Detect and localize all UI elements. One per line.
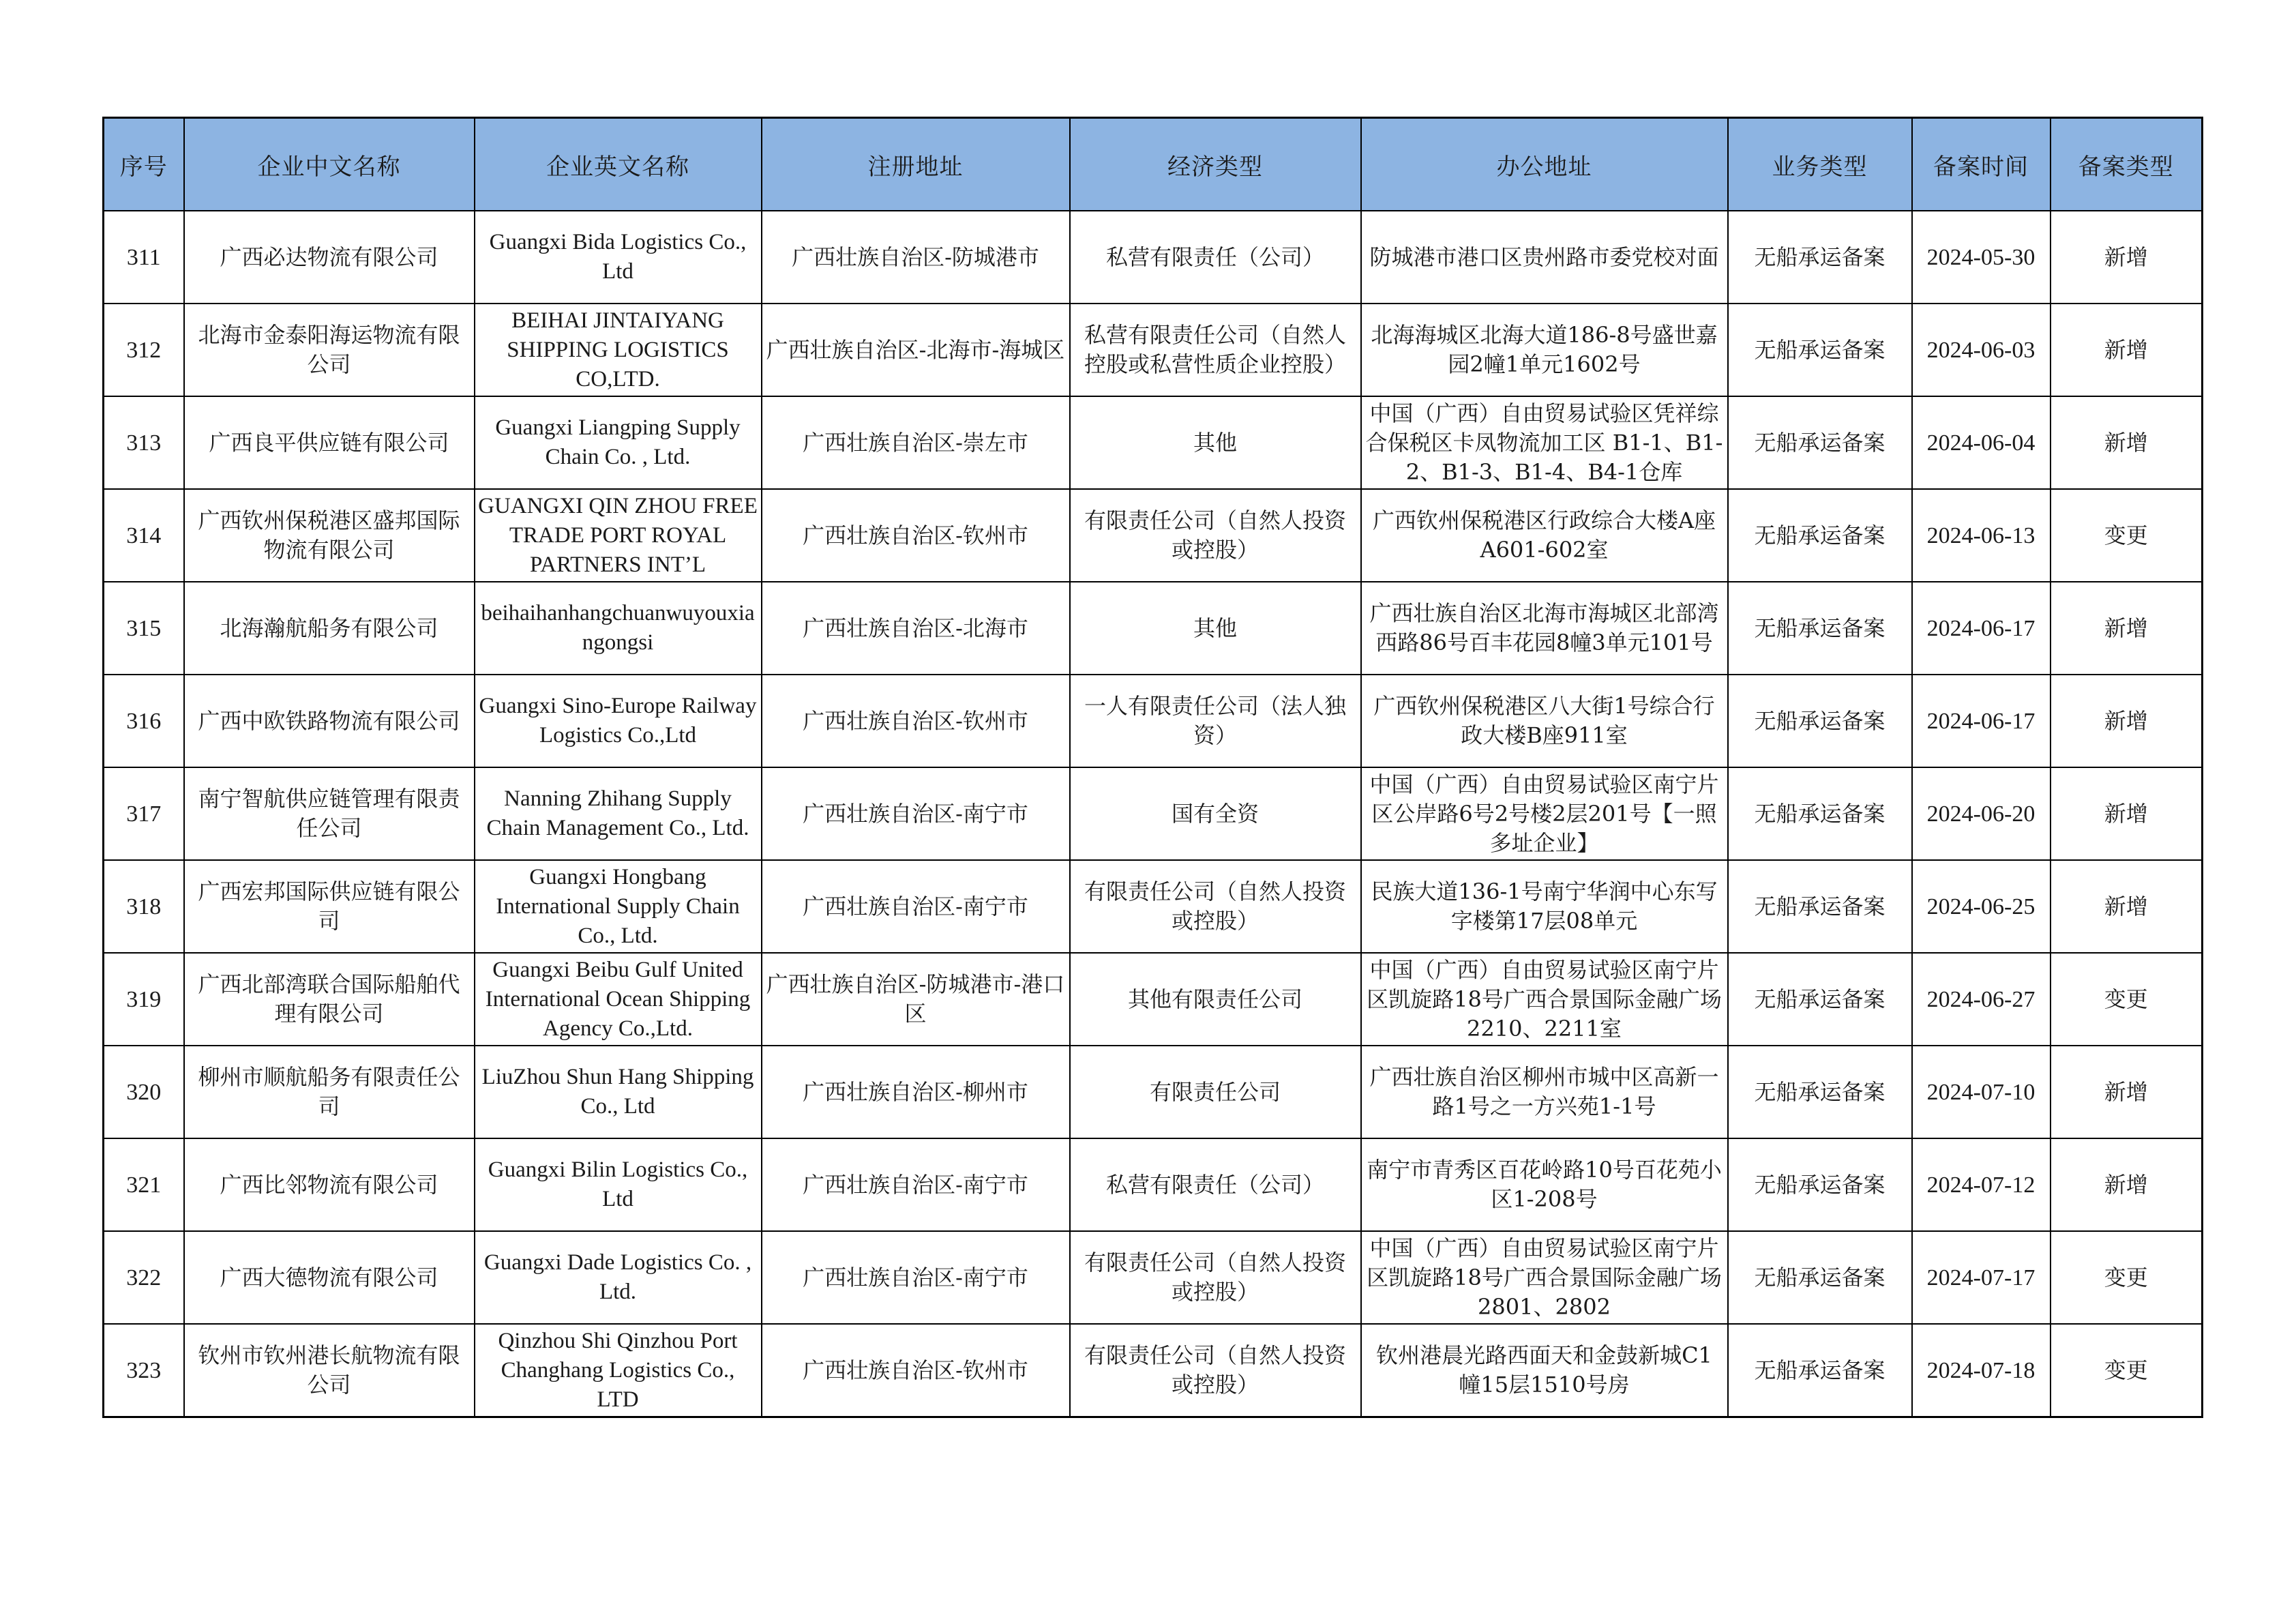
table-row [104,1138,2203,1231]
cell-econ-type: 其他 [1070,396,1361,489]
cell-office-addr: 中国（广西）自由贸易试验区南宁片区凯旋路18号广西合景国际金融广场2801、2802 [1361,1231,1728,1324]
table-row [104,675,2203,767]
cell-record-type: 变更 [2051,1324,2203,1417]
header-date: 备案时间 [1912,118,2051,211]
cell-cn-name: 广西大德物流有限公司 [184,1231,475,1324]
table-row [104,1231,2203,1324]
cell-biz-type: 无船承运备案 [1728,582,1912,675]
cell-biz-type: 无船承运备案 [1728,953,1912,1046]
cell-record-type: 新增 [2051,675,2203,767]
cell-date: 2024-07-17 [1912,1231,2051,1324]
cell-cn-name: 广西良平供应链有限公司 [184,396,475,489]
cell-en-name: Guangxi Hongbang International Supply Chain Co., Ltd. [475,860,762,953]
cell-date: 2024-06-25 [1912,860,2051,953]
cell-record-type: 新增 [2051,767,2203,860]
cell-biz-type: 无船承运备案 [1728,1138,1912,1231]
header-biz-type: 业务类型 [1728,118,1912,211]
cell-cn-name: 广西中欧铁路物流有限公司 [184,675,475,767]
cell-reg-addr: 广西壮族自治区-北海市-海城区 [762,304,1070,396]
cell-biz-type: 无船承运备案 [1728,304,1912,396]
cell-office-addr: 广西钦州保税港区行政综合大楼A座A601-602室 [1361,489,1728,582]
cell-date: 2024-07-18 [1912,1324,2051,1417]
cell-cn-name: 广西必达物流有限公司 [184,211,475,304]
cell-date: 2024-06-03 [1912,304,2051,396]
cell-en-name: Qinzhou Shi Qinzhou Port Changhang Logistics Co., LTD [475,1324,762,1417]
cell-biz-type: 无船承运备案 [1728,767,1912,860]
cell-cn-name: 广西比邻物流有限公司 [184,1138,475,1231]
cell-record-type: 新增 [2051,304,2203,396]
cell-no: 313 [104,396,184,489]
cell-reg-addr: 广西壮族自治区-南宁市 [762,767,1070,860]
cell-econ-type: 其他有限责任公司 [1070,953,1361,1046]
cell-record-type: 新增 [2051,582,2203,675]
cell-office-addr: 民族大道136-1号南宁华润中心东写字楼第17层08单元 [1361,860,1728,953]
cell-record-type: 新增 [2051,860,2203,953]
header-no: 序号 [104,118,184,211]
cell-cn-name: 北海瀚航船务有限公司 [184,582,475,675]
cell-date: 2024-06-13 [1912,489,2051,582]
cell-office-addr: 钦州港晨光路西面天和金鼓新城C1幢15层1510号房 [1361,1324,1728,1417]
cell-no: 322 [104,1231,184,1324]
cell-cn-name: 广西北部湾联合国际船舶代理有限公司 [184,953,475,1046]
cell-no: 321 [104,1138,184,1231]
cell-date: 2024-06-04 [1912,396,2051,489]
cell-econ-type: 国有全资 [1070,767,1361,860]
cell-record-type: 变更 [2051,489,2203,582]
cell-record-type: 新增 [2051,1138,2203,1231]
cell-record-type: 变更 [2051,953,2203,1046]
cell-record-type: 新增 [2051,396,2203,489]
cell-cn-name: 广西宏邦国际供应链有限公司 [184,860,475,953]
cell-cn-name: 柳州市顺航船务有限责任公司 [184,1046,475,1138]
cell-reg-addr: 广西壮族自治区-防城港市-港口区 [762,953,1070,1046]
cell-en-name: Nanning Zhihang Supply Chain Management Co., Ltd. [475,767,762,860]
table-row [104,953,2203,1046]
cell-econ-type: 私营有限责任（公司） [1070,1138,1361,1231]
cell-date: 2024-06-17 [1912,675,2051,767]
cell-cn-name: 钦州市钦州港长航物流有限公司 [184,1324,475,1417]
cell-no: 317 [104,767,184,860]
cell-cn-name: 北海市金泰阳海运物流有限公司 [184,304,475,396]
cell-no: 316 [104,675,184,767]
cell-biz-type: 无船承运备案 [1728,396,1912,489]
table-row [104,860,2203,953]
header-econ-type: 经济类型 [1070,118,1361,211]
cell-office-addr: 防城港市港口区贵州路市委党校对面 [1361,211,1728,304]
header-en-name: 企业英文名称 [475,118,762,211]
cell-en-name: GUANGXI QIN ZHOU FREE TRADE PORT ROYAL PARTNERS INT’L [475,489,762,582]
cell-reg-addr: 广西壮族自治区-南宁市 [762,1231,1070,1324]
cell-econ-type: 有限责任公司（自然人投资或控股） [1070,489,1361,582]
cell-date: 2024-06-20 [1912,767,2051,860]
cell-office-addr: 中国（广西）自由贸易试验区凭祥综合保税区卡凤物流加工区 B1-1、B1-2、B1-3、B1-4、B4-1仓库 [1361,396,1728,489]
cell-date: 2024-05-30 [1912,211,2051,304]
header-cn-name: 企业中文名称 [184,118,475,211]
cell-office-addr: 北海海城区北海大道186-8号盛世嘉园2幢1单元1602号 [1361,304,1728,396]
header-reg-addr: 注册地址 [762,118,1070,211]
table-row [104,304,2203,396]
cell-date: 2024-07-10 [1912,1046,2051,1138]
cell-reg-addr: 广西壮族自治区-钦州市 [762,489,1070,582]
cell-biz-type: 无船承运备案 [1728,860,1912,953]
cell-no: 318 [104,860,184,953]
cell-econ-type: 私营有限责任（公司） [1070,211,1361,304]
cell-reg-addr: 广西壮族自治区-南宁市 [762,860,1070,953]
cell-econ-type: 有限责任公司 [1070,1046,1361,1138]
cell-econ-type: 有限责任公司（自然人投资或控股） [1070,1231,1361,1324]
cell-en-name: Guangxi Liangping Supply Chain Co. , Ltd. [475,396,762,489]
cell-record-type: 新增 [2051,211,2203,304]
table-row [104,767,2203,860]
cell-econ-type: 有限责任公司（自然人投资或控股） [1070,860,1361,953]
cell-office-addr: 广西钦州保税港区八大街1号综合行政大楼B座911室 [1361,675,1728,767]
cell-date: 2024-06-27 [1912,953,2051,1046]
table-row [104,582,2203,675]
header-row [104,118,2203,211]
table-row [104,1324,2203,1417]
header-record-type: 备案类型 [2051,118,2203,211]
cell-no: 320 [104,1046,184,1138]
cell-reg-addr: 广西壮族自治区-南宁市 [762,1138,1070,1231]
cell-econ-type: 有限责任公司（自然人投资或控股） [1070,1324,1361,1417]
cell-biz-type: 无船承运备案 [1728,1324,1912,1417]
cell-en-name: Guangxi Sino-Europe Railway Logistics Co.,Ltd [475,675,762,767]
cell-reg-addr: 广西壮族自治区-钦州市 [762,675,1070,767]
cell-office-addr: 广西壮族自治区柳州市城中区高新一路1号之一方兴苑1-1号 [1361,1046,1728,1138]
cell-biz-type: 无船承运备案 [1728,489,1912,582]
cell-econ-type: 一人有限责任公司（法人独资） [1070,675,1361,767]
cell-cn-name: 南宁智航供应链管理有限责任公司 [184,767,475,860]
filing-table [102,117,2203,1418]
cell-date: 2024-06-17 [1912,582,2051,675]
cell-no: 315 [104,582,184,675]
table-row [104,396,2203,489]
cell-en-name: BEIHAI JINTAIYANG SHIPPING LOGISTICS CO,LTD. [475,304,762,396]
cell-en-name: Guangxi Beibu Gulf United International Ocean Shipping Agency Co.,Ltd. [475,953,762,1046]
cell-econ-type: 其他 [1070,582,1361,675]
cell-office-addr: 中国（广西）自由贸易试验区南宁片区凯旋路18号广西合景国际金融广场2210、2211室 [1361,953,1728,1046]
cell-record-type: 新增 [2051,1046,2203,1138]
cell-reg-addr: 广西壮族自治区-崇左市 [762,396,1070,489]
cell-office-addr: 广西壮族自治区北海市海城区北部湾西路86号百丰花园8幢3单元101号 [1361,582,1728,675]
cell-biz-type: 无船承运备案 [1728,1046,1912,1138]
cell-biz-type: 无船承运备案 [1728,675,1912,767]
table-row [104,211,2203,304]
cell-en-name: LiuZhou Shun Hang Shipping Co., Ltd [475,1046,762,1138]
cell-biz-type: 无船承运备案 [1728,1231,1912,1324]
cell-record-type: 变更 [2051,1231,2203,1324]
cell-en-name: Guangxi Bilin Logistics Co., Ltd [475,1138,762,1231]
cell-no: 319 [104,953,184,1046]
cell-en-name: beihaihanhangchuanwuyouxiangongsi [475,582,762,675]
cell-en-name: Guangxi Bida Logistics Co., Ltd [475,211,762,304]
cell-cn-name: 广西钦州保税港区盛邦国际物流有限公司 [184,489,475,582]
cell-biz-type: 无船承运备案 [1728,211,1912,304]
table-row [104,489,2203,582]
cell-office-addr: 中国（广西）自由贸易试验区南宁片区公岸路6号2号楼2层201号【一照多址企业】 [1361,767,1728,860]
cell-date: 2024-07-12 [1912,1138,2051,1231]
header-office-addr: 办公地址 [1361,118,1728,211]
cell-reg-addr: 广西壮族自治区-钦州市 [762,1324,1070,1417]
cell-en-name: Guangxi Dade Logistics Co. , Ltd. [475,1231,762,1324]
cell-reg-addr: 广西壮族自治区-防城港市 [762,211,1070,304]
cell-no: 311 [104,211,184,304]
cell-reg-addr: 广西壮族自治区-北海市 [762,582,1070,675]
cell-reg-addr: 广西壮族自治区-柳州市 [762,1046,1070,1138]
table-row [104,1046,2203,1138]
cell-no: 314 [104,489,184,582]
cell-no: 312 [104,304,184,396]
cell-no: 323 [104,1324,184,1417]
cell-econ-type: 私营有限责任公司（自然人控股或私营性质企业控股） [1070,304,1361,396]
cell-office-addr: 南宁市青秀区百花岭路10号百花苑小区1-208号 [1361,1138,1728,1231]
